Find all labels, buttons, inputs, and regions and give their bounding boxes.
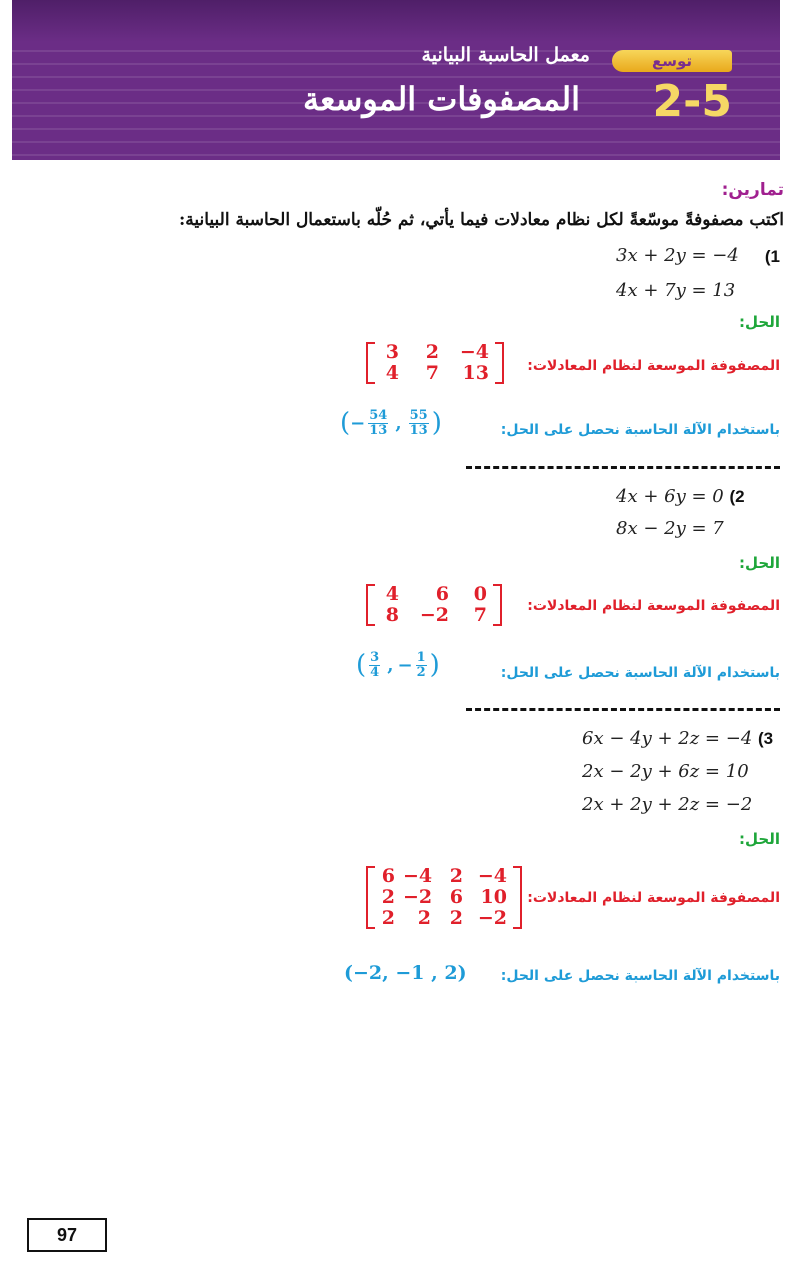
matrix-cell: 10 <box>480 886 507 908</box>
fraction: $\frac{1}{2}$ <box>416 649 426 680</box>
problem-1-matrix-label: المصفوفة الموسعة لنظام المعادلات: <box>527 358 780 374</box>
matrix-cell: 4 <box>385 583 399 605</box>
instruction-text: اكتب مصفوفةً موسّعةً لكل نظام معادلات فيما يأتي، ثم حُلّه باستعمال الحاسبة البيانية: <box>178 210 784 230</box>
matrix-cell: 2 <box>381 907 395 929</box>
problem-3-augmented-matrix <box>366 866 522 929</box>
problem-2-equation-1: 4x + 6y = 0 (2 <box>616 486 745 507</box>
matrix-cell: −2 <box>403 886 433 908</box>
fraction: $\frac{55}{13}$ <box>409 407 428 438</box>
matrix-cell: −4 <box>459 341 489 363</box>
matrix-cell: 0 <box>473 583 487 605</box>
problem-3-equation-1: 6x − 4y + 2z = −4 (3 <box>582 728 774 749</box>
problem-2-answer: ( $\frac{3}{4}$ , − $\frac{1}{2}$ ) <box>356 649 440 680</box>
lesson-number: 2-5 <box>652 76 732 127</box>
problem-1-augmented-matrix <box>366 342 504 384</box>
problem-2-augmented-matrix <box>366 584 502 626</box>
problem-1-equation-2: 4x + 7y = 13 <box>616 280 736 301</box>
matrix-cell: −2 <box>477 907 507 929</box>
problem-2-calculator-label: باستخدام الآلة الحاسبة نحصل على الحل: <box>500 665 780 681</box>
matrix-cell: 2 <box>425 341 439 363</box>
separator-line <box>466 708 780 711</box>
matrix-cell: 6 <box>435 583 449 605</box>
problem-1-calculator-label: باستخدام الآلة الحاسبة نحصل على الحل: <box>500 422 780 438</box>
matrix-cell: 6 <box>449 886 463 908</box>
fraction: $\frac{3}{4}$ <box>370 649 380 680</box>
problem-3-equation-3: 2x + 2y + 2z = −2 <box>582 794 753 815</box>
matrix-cell: 4 <box>385 362 399 384</box>
matrix-cell: −2 <box>419 604 449 626</box>
lesson-title: المصفوفات الموسعة <box>303 80 580 118</box>
section-tag: توسع <box>612 50 732 72</box>
problem-1-solution-label: الحل: <box>739 313 780 331</box>
header-banner <box>12 0 780 160</box>
problem-3-solution-label: الحل: <box>739 830 780 848</box>
problem-3-calculator-label: باستخدام الآلة الحاسبة نحصل على الحل: <box>500 968 780 984</box>
matrix-cell: 2 <box>417 907 431 929</box>
problem-3-answer: (−2, −1 , 2) <box>344 962 467 984</box>
matrix-cell: 3 <box>385 341 399 363</box>
page-number: 97 <box>27 1218 107 1252</box>
problem-3-matrix-label: المصفوفة الموسعة لنظام المعادلات: <box>527 890 780 906</box>
matrix-cell: −4 <box>403 865 433 887</box>
matrix-cell: 8 <box>385 604 399 626</box>
matrix-cell: 2 <box>449 865 463 887</box>
problem-1-number: (1 <box>764 247 780 266</box>
banner-top-strip <box>12 0 780 42</box>
separator-line <box>466 466 780 469</box>
matrix-cell: 7 <box>425 362 439 384</box>
matrix-cell: 7 <box>473 604 487 626</box>
problem-1-equation-1: 3x + 2y = −4 <box>616 245 739 266</box>
problem-2-solution-label: الحل: <box>739 554 780 572</box>
matrix-cell: −4 <box>477 865 507 887</box>
matrix-cell: 2 <box>449 907 463 929</box>
fraction: $\frac{54}{13}$ <box>369 407 388 438</box>
problem-2-equation-2: 8x − 2y = 7 <box>616 518 724 539</box>
exercises-heading: تمارين: <box>721 180 784 200</box>
problem-3-equation-2: 2x − 2y + 6z = 10 <box>582 761 749 782</box>
problem-2-matrix-label: المصفوفة الموسعة لنظام المعادلات: <box>527 598 780 614</box>
matrix-cell: 6 <box>381 865 395 887</box>
problem-1-answer: ( − $\frac{54}{13}$ , $\frac{55}{13}$ ) <box>340 407 442 438</box>
matrix-cell: 13 <box>462 362 489 384</box>
matrix-cell: 2 <box>381 886 395 908</box>
lesson-subtitle: معمل الحاسبة البيانية <box>421 44 590 66</box>
